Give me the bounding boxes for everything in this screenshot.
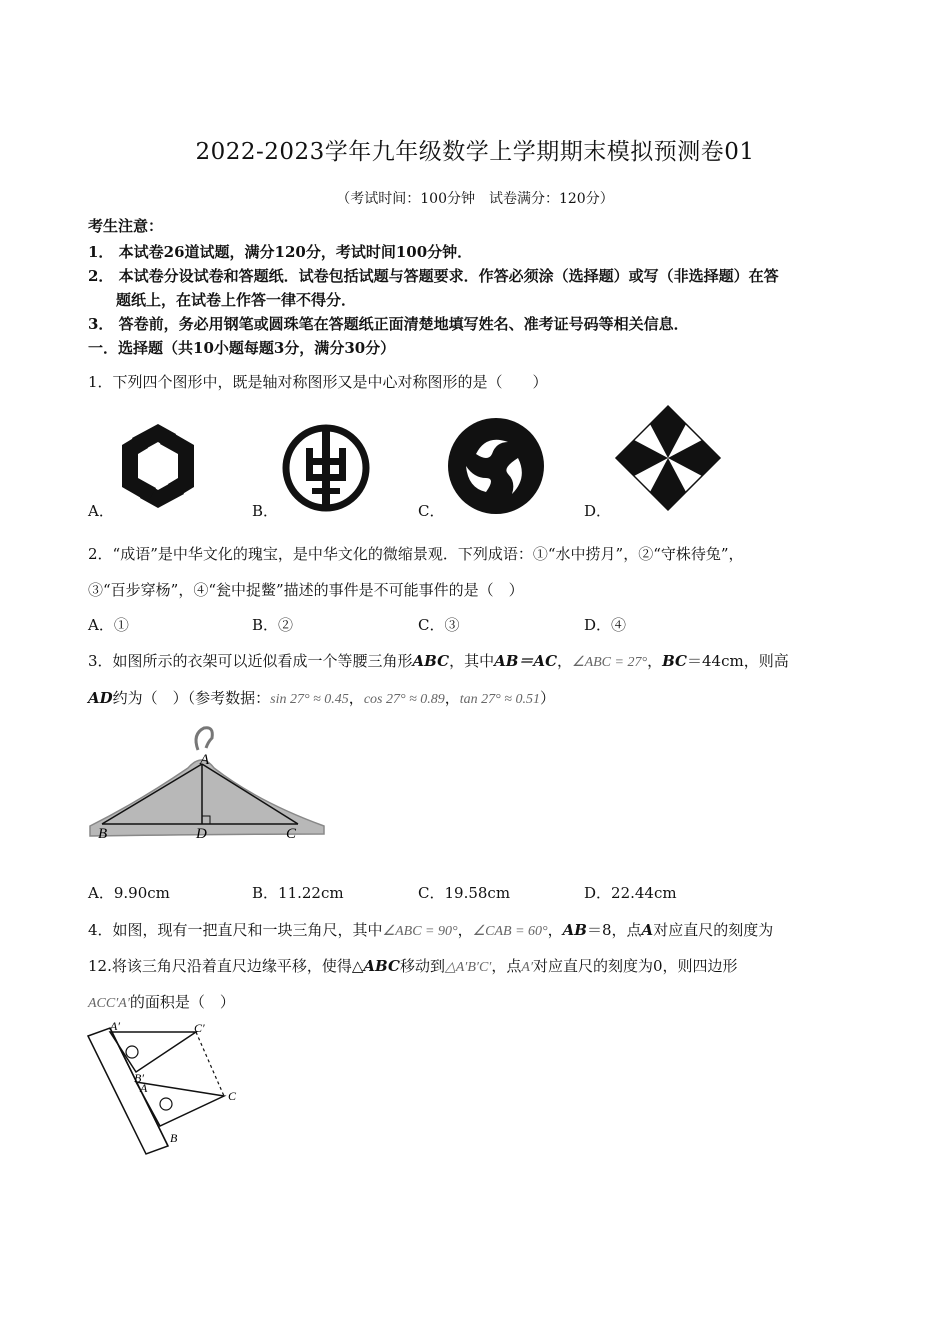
fig4-label-c-prime: C′ — [194, 1021, 205, 1035]
q3-option-b[interactable]: B．11.22cm — [252, 884, 344, 902]
notice-heading: 考生注意： — [88, 217, 164, 235]
bank-logo-icon — [280, 422, 372, 514]
question-2-line-1: 2．“成语”是中华文化的瑰宝，是中华文化的微缩景观．下列成语：①“水中捞月”，②“守株待兔”， — [88, 545, 744, 563]
fig-label-a: A — [200, 752, 210, 768]
ruler-triangle-figure — [84, 1020, 254, 1160]
question-4-line-1: 4．如图，现有一把直尺和一块三角尺，其中∠ABC = 90°，∠CAB = 60°，AB＝8，点A对应直尺的刻度为 — [88, 921, 774, 939]
section-heading: 一．选择题（共10小题每题3分，满分30分） — [88, 339, 396, 357]
q2-option-d[interactable]: D．④ — [584, 616, 627, 634]
question-4-line-3: ACC′A′的面积是（ ） — [88, 993, 235, 1011]
fig-label-d: D — [196, 826, 207, 842]
notice-item-3: 3． 答卷前，务必用钢笔或圆珠笔在答题纸正面清楚地填写姓名、准考证号码等相关信息． — [88, 315, 689, 333]
q2-option-b[interactable]: B．② — [252, 616, 294, 634]
q1-option-c[interactable]: C． — [418, 502, 445, 520]
question-1-text: 1．下列四个图形中，既是轴对称图形又是中心对称图形的是（ ） — [88, 373, 548, 391]
notice-item-1: 1． 本试卷26道试题，满分120分，考试时间100分钟． — [88, 243, 473, 261]
tomoe-circle-icon — [446, 416, 546, 516]
q2-option-c[interactable]: C．③ — [418, 616, 460, 634]
fig4-label-b-prime: B′ — [134, 1071, 144, 1085]
q3-option-d[interactable]: D．22.44cm — [584, 884, 677, 902]
hanger-figure — [88, 722, 328, 844]
q1-option-a[interactable]: A． — [88, 502, 114, 520]
question-4-line-2: 12.将该三角尺沿着直尺边缘平移，使得△ABC移动到△A′B′C′，点A′对应直尺的刻度为0，则四边形 — [88, 957, 738, 975]
diamond-pinwheel-icon — [614, 404, 722, 512]
q1-option-b[interactable]: B． — [252, 502, 279, 520]
q1-option-d[interactable]: D． — [584, 502, 612, 520]
question-3-line-2: AD约为（ ）（参考数据：sin 27° ≈ 0.45，cos 27° ≈ 0.89，tan 27° ≈ 0.51） — [88, 689, 555, 707]
fig4-label-a-prime: A′ — [110, 1020, 120, 1033]
fig4-label-a: A — [140, 1081, 148, 1095]
q3-option-a[interactable]: A．9.90cm — [88, 884, 170, 902]
notice-item-2-cont: 题纸上，在试卷上作答一律不得分． — [116, 291, 357, 309]
q2-option-a[interactable]: A．① — [88, 616, 129, 634]
fig4-label-b: B — [170, 1131, 178, 1145]
fig-label-c: C — [286, 826, 297, 842]
question-2-line-2: ③“百步穿杨”，④“瓮中捉鳖”描述的事件是不可能事件的是（ ） — [88, 581, 524, 599]
hexagon-swirl-logo-icon — [110, 418, 206, 514]
question-3-line-1: 3．如图所示的衣架可以近似看成一个等腰三角形ABC，其中AB＝AC，∠ABC = 27°，BC＝44cm，则高 — [88, 652, 789, 670]
notice-item-2: 2． 本试卷分设试卷和答题纸．试卷包括试题与答题要求．作答必须涂（选择题）或写（非选择题）在答 — [88, 267, 779, 285]
fig-label-b: B — [98, 826, 108, 842]
exam-info: （考试时间：100分钟 试卷满分：120分） — [336, 191, 614, 207]
page-title: 2022-2023学年九年级数学上学期期末模拟预测卷01 — [195, 139, 755, 165]
q3-option-c[interactable]: C．19.58cm — [418, 884, 511, 902]
fig4-label-c: C — [228, 1089, 237, 1103]
